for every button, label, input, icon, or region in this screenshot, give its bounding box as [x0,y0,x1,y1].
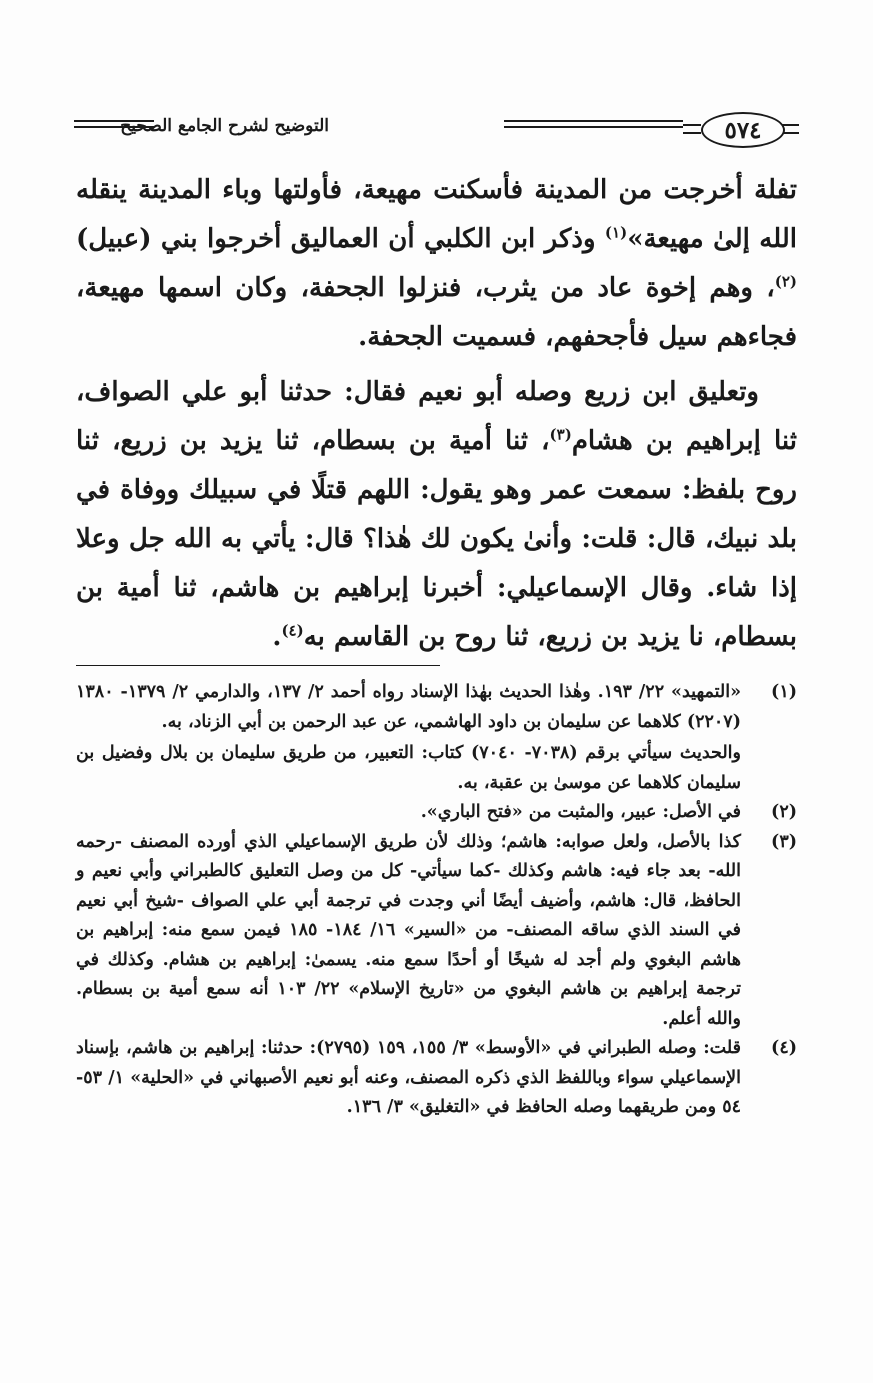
page-number: ٥٧٤ [701,112,785,148]
footnote-text [76,828,741,1035]
footnotes [76,678,797,1123]
footnote-number: (٤) [771,1038,797,1058]
footnote-text [76,678,741,798]
header-rule-left [74,120,154,128]
paragraph-text: . [272,622,282,652]
footnote-line: «التمهيد» ٢٢/ ١٩٣. وهٰذا الحديث بهٰذا الإسناد رواه أحمد ٢/ ١٣٧، والدارمي ٢/ ١٣٧٩- ١٣٨٠ (٢٢٠٧) كلاهما عن سليمان بن داود الهاشمي، عن عبد الرحمن بن أبي الزناد، به. [76,682,742,732]
footnote-number: (٣) [771,831,797,852]
header-rule [504,120,683,128]
footnote-text [76,798,741,828]
main-text [76,166,797,662]
footnote-divider [76,665,440,666]
footnote-number: (٢) [771,802,797,822]
footnote-number: (١) [771,682,797,702]
footnote [76,678,797,798]
footnote [76,798,797,828]
footnote-ref: (٣) [549,425,572,444]
running-title: التوضيح لشرح الجامع الصحيح [110,116,339,136]
paragraph-text: ، ثنا أمية بن بسطام، ثنا يزيد بن زريع، ثنا روح بلفظ: سمعت عمر وهو يقول: اللهم قتلًا في سبيلك ووفاة في بلد نبيك، قال: قلت: وأنىٰ يكون لك هٰذا؟ قال: يأتي به الله جل وعلا إذا شاء. وقال الإسماعيلي: أخبرنا إبراهيم بن هاشم، ثنا أمية بن بسطام، نا يزيد بن زريع، ثنا روح بن القاسم به [76,426,797,652]
page-header [74,108,799,154]
footnote [76,828,797,1035]
paragraph [76,368,797,662]
footnote [76,1034,797,1123]
footnote-ref: (٤) [281,621,304,640]
footnote-text [76,1034,741,1123]
paragraph-text: وتعليق ابن زريع وصله أبو نعيم فقال: حدثنا أبو علي الصواف، ثنا إبراهيم بن هشام [76,377,797,456]
page-number-ornament [689,112,799,150]
paragraph [76,166,797,362]
paragraph-text: وذكر ابن الكلبي أن العماليق أخرجوا بني (عبيل) [76,224,605,254]
footnote-line: والحديث سيأتي برقم (٧٠٣٨- ٧٠٤٠) كتاب: التعبير، من طريق سليمان بن بلال وفضيل بن سليمان كلاهما عن موسىٰ بن عقبة، به. [76,743,741,793]
ornament-line [683,132,701,134]
paragraph-text: ، وهم إخوة عاد من يثرب، فنزلوا الجحفة، وكان اسمها مهيعة، فجاءهم سيل فأجحفهم، فسميت الجحفة. [76,273,797,352]
footnote-ref: (١) [604,223,628,242]
ornament-line [683,124,701,126]
footnote-line: قلت: وصله الطبراني في «الأوسط» ٣/ ١٥٥، ١٥٩ (٢٧٩٥): حدثنا: إبراهيم بن هاشم، بإسناد الإسماعيلي سواء وباللفظ الذي ذكره المصنف، وعنه أبو نعيم الأصبهاني في «الحلية» ١/ ٥٣- ٥٤ ومن طريقهما وصله الحافظ في «التغليق» ٣/ ١٣٦. [76,1038,742,1117]
footnote-line: في الأصل: عبير، والمثبت من «فتح الباري». [420,802,741,822]
footnote-ref: (٢) [774,272,797,291]
paragraph-text: تفلة أخرجت من المدينة فأسكنت مهيعة، فأولتها وباء المدينة ينقله الله إلىٰ مهيعة» [76,175,797,254]
footnote-line: كذا بالأصل، ولعل صوابه: هاشم؛ وذلك لأن طريق الإسماعيلي الذي أورده المصنف -رحمه الله- بعد جاء فيه: هاشم وكذلك -كما سيأتي- كل من وصل التعليق كالطبراني وأبي نعيم و الحافظ، قال: هاشم، وأضيف أيضًا أني وجدت في ترجمة أبي علي الصواف -شيخ أبي نعيم في السند الذي ساقه المصنف- من «السير» ١٦/ ١٨٤- ١٨٥ فيمن سمع منه: إبراهيم بن هاشم البغوي ولم أجد له شيخًا أو أحدًا سمع منه. يسمىٰ: إبراهيم بن هشام. وكذلك في ترجمة إبراهيم بن هاشم البغوي من «تاريخ الإسلام» ٢٢/ ١٠٣ أنه سمع أمية بن بسطام. والله أعلم. [76,831,741,1029]
